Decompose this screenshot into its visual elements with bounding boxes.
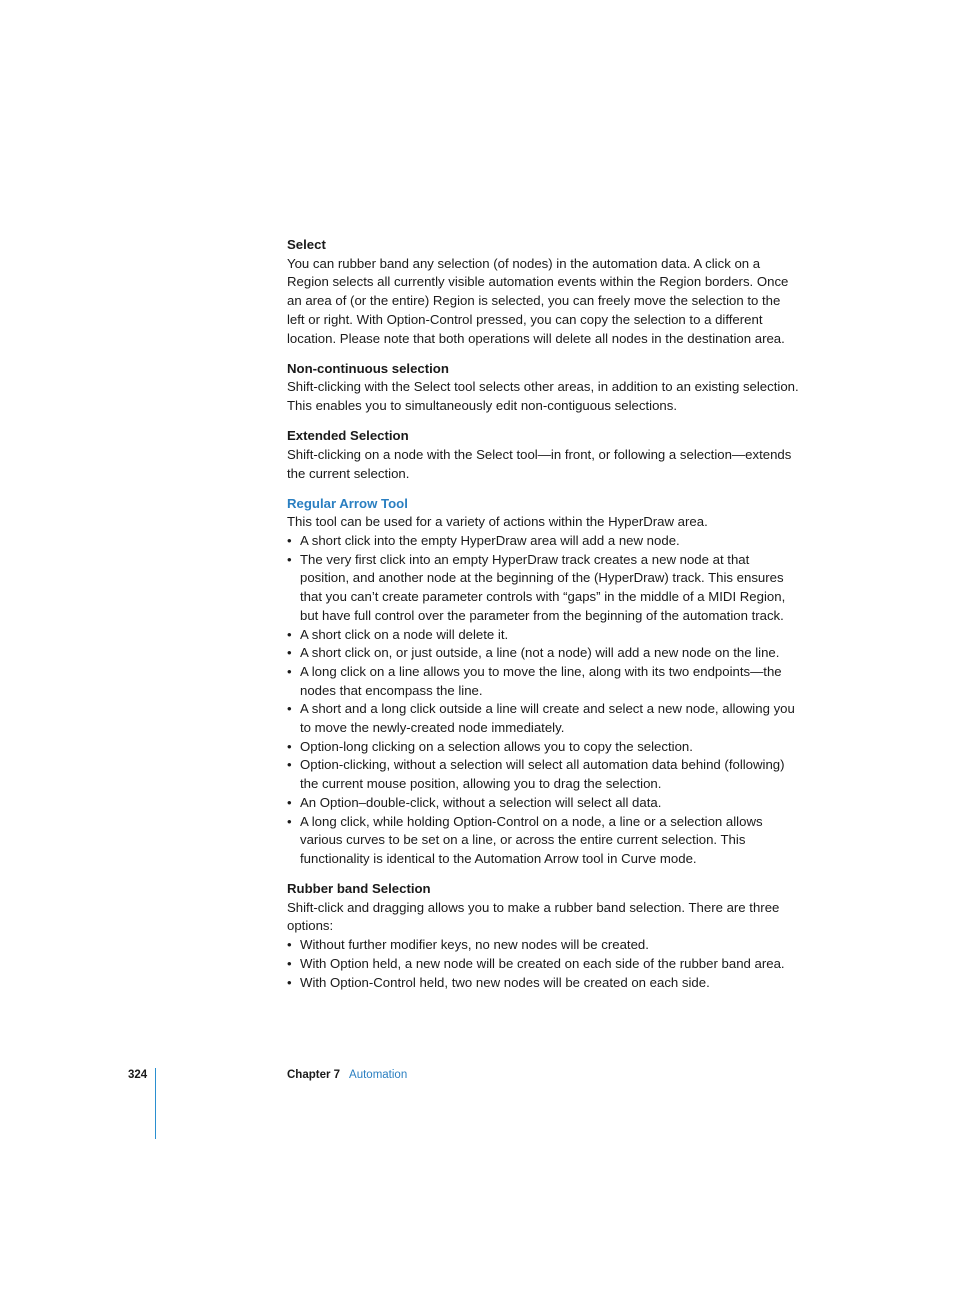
section-body: Shift-clicking on a node with the Select tool—in front, or following a selection—extends the current selection. (287, 446, 792, 481)
section-body: You can rubber band any selection (of nodes) in the automation data. A click on a Region selects all currently visible automation events within the Region borders. Once an area of (or the entire) Region is selected, you can freely move the selection to the left or right. With Option-Control pressed, you can copy the selection to a different location. Please note that both operations will delete all nodes in the destination area. (287, 255, 789, 346)
section-heading: Extended Selection (287, 428, 409, 444)
list-item: • A long click, while holding Option-Control on a node, a line or a selection allows various curves to be set on a line, or across the entire current selection. This functionality is identical to the Automation Arrow tool in Curve mode. (287, 813, 799, 869)
section-heading: Rubber band Selection (287, 881, 431, 897)
section-regular-arrow-tool (287, 495, 799, 869)
page-content (287, 236, 799, 1004)
footer-divider (155, 1068, 156, 1139)
chapter-title: Automation (349, 1069, 408, 1081)
section-heading: Select (287, 237, 326, 252)
footer-chapter (287, 1069, 407, 1081)
section-body: Shift-clicking with the Select tool selects other areas, in addition to an existing selection. This enables you to simultaneously edit non-contiguous selections. (287, 379, 799, 414)
list-item: • A long click on a line allows you to move the line, along with its two endpoints—the nodes that encompass the line. (287, 663, 799, 700)
list-item: • With Option-Control held, two new nodes will be created on each side. (287, 974, 799, 993)
bullet-list (287, 936, 799, 992)
bullet-list (287, 532, 799, 869)
list-item: • A short click into the empty HyperDraw area will add a new node. (287, 532, 799, 551)
list-item: • With Option held, a new node will be created on each side of the rubber band area. (287, 955, 799, 974)
section-non-continuous-selection (287, 360, 799, 416)
list-item: • An Option–double-click, without a selection will select all data. (287, 794, 799, 813)
list-item: • Without further modifier keys, no new nodes will be created. (287, 936, 799, 955)
list-item: • The very first click into an empty HyperDraw track creates a new node at that position, and another node at the beginning of the (HyperDraw) track. This ensures that you can’t create parameter controls with “gaps” in the middle of a MIDI Region, but have full control over the parameter from the beginning of the automation track. (287, 551, 799, 626)
subsection-heading: Regular Arrow Tool (287, 495, 408, 511)
list-item: • A short click on a node will delete it. (287, 626, 799, 645)
section-select (287, 236, 799, 348)
page-number: 324 (128, 1069, 148, 1081)
list-item: • A short click on, or just outside, a line (not a node) will add a new node on the line. (287, 644, 799, 663)
section-extended-selection (287, 427, 799, 483)
section-intro: Shift-click and dragging allows you to make a rubber band selection. There are three options: (287, 899, 780, 934)
section-intro: This tool can be used for a variety of actions within the HyperDraw area. (287, 514, 708, 530)
section-heading: Non-continuous selection (287, 360, 449, 376)
chapter-label: Chapter 7 (287, 1069, 341, 1081)
list-item: • Option-long clicking on a selection allows you to copy the selection. (287, 738, 799, 757)
list-item: • A short and a long click outside a line will create and select a new node, allowing you to move the newly-created node immediately. (287, 700, 799, 737)
section-rubber-band-selection (287, 880, 799, 992)
list-item: • Option-clicking, without a selection will select all automation data behind (following) the current mouse position, allowing you to drag the selection. (287, 756, 799, 793)
